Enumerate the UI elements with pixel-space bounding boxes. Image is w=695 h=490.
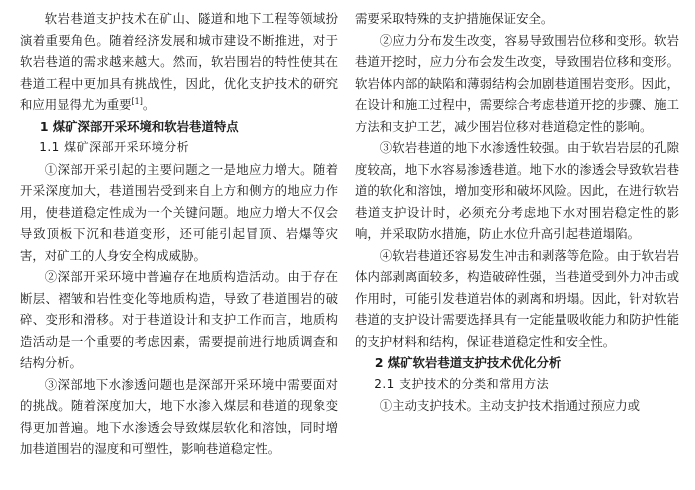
left-column: [20, 8, 338, 460]
section-2-heading: 2 煤矿软岩巷道支护技术优化分析: [374, 355, 562, 370]
section-1-heading: 1 煤矿深部开采环境和软岩巷道特点: [39, 118, 239, 134]
paragraph-water-permeability: ③软岩巷道的地下水渗透性较强。由于软岩岩层的孔隙度较高，地下水容易渗透巷道。地下水的渗透会导致软岩巷道的软化和溶蚀，增加变形和破坏风险。因此，在进行软岩巷道支护设计时，必须充分考虑地下水对围岩稳定性的影响，并采取防水措施，防止水位升高引起巷道塌陷。: [355, 140, 679, 241]
paragraph-impact-spalling: ④软岩巷道还容易发生冲击和剥落等危险。由于软岩岩体内部剥离面较多，构造破碎性强，当巷道受到外力冲击或作用时，可能引发巷道岩体的剥离和坍塌。因此，针对软岩巷道的支护设计需要选择具有一定能量吸收能力和防护性能的支护材料和结构，保证巷道稳定性和安全性。: [355, 247, 679, 349]
right-column: [355, 8, 679, 417]
paragraph-geological-structure: ②深部开采环境中普遍存在地质构造活动。由于存在断层、褶皱和岩性变化等地质构造，导致了巷道围岩的破碎、变形和滑移。对于巷道设计和支护工作而言，地质构造活动是一个重要的考虑因素，需要提前进行地质调查和结构分析。: [20, 269, 338, 370]
citation-ref: [1]: [131, 96, 143, 106]
paragraph-active-support: ①主动支护技术。主动支护技术指通过预应力或: [379, 398, 640, 413]
section-2-1-heading: 2.1 支护技术的分类和常用方法: [374, 376, 550, 391]
intro-paragraph: 软岩巷道支护技术在矿山、隧道和地下工程等领域扮演着重要角色。随着经济发展和城市建设不断推进，对于软岩巷道的需求越来越大。然而，软岩围岩的特性使其在巷道工程中更加具有挑战性，因此，优化支护技术的研究和应用显得尤为重要[1]。: [20, 11, 338, 112]
paragraph-stress-distribution: ②应力分布发生改变，容易导致围岩位移和变形。软岩巷道开挖时，应力分布会发生改变，导致围岩位移和变形。软岩体内部的缺陷和薄弱结构会加剧巷道围岩变形。因此，在设计和施工过程中，需要综合考虑巷道开挖的步骤、施工方法和支护工艺，减少围岩位移对巷道稳定性的影响。: [355, 32, 679, 134]
paragraph-groundwater: ③深部地下水渗透问题也是深部开采环境中需要面对的挑战。随着深度加大，地下水渗入煤层和巷道的现象变得更加普遍。地下水渗透会导致煤层软化和溶蚀，同时增加巷道围岩的湿度和可塑性，影响巷道稳定性。: [20, 376, 338, 456]
paragraph-ground-stress: ①深部开采引起的主要问题之一是地应力增大。随着开采深度加大，巷道围岩受到来自上方和侧方的地应力作用，使巷道稳定性成为一个关键问题。地应力增大不仅会导致顶板下沉和巷道变形，还可能引起冒顶、岩爆等灾害，对矿工的人身安全构成威胁。: [20, 161, 338, 263]
section-1-1-heading: 1.1 煤矿深部开采环境分析: [39, 140, 190, 154]
continued-paragraph: 需要采取特殊的支护措施保证安全。: [355, 11, 554, 26]
